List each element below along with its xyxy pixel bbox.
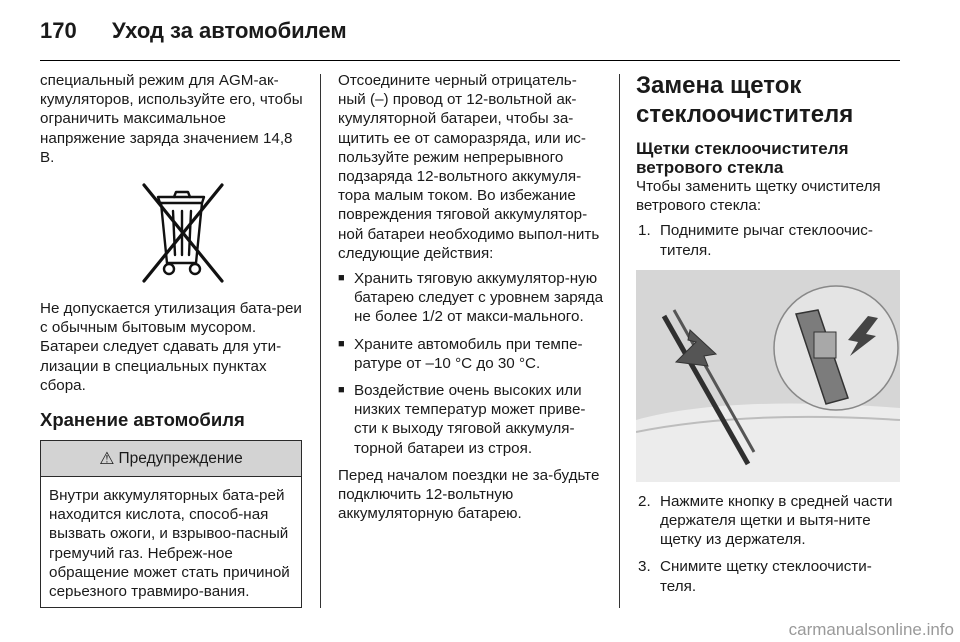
list-item: ■ Храните автомобиль при темпе-ратуре от –10 °C до 30 °C.	[338, 335, 604, 373]
page-title: Уход за автомобилем	[112, 18, 347, 43]
section-heading-wiper: Замена щеток стеклоочистителя	[636, 72, 854, 128]
list-item	[636, 492, 902, 550]
storage-bullet-list	[338, 269, 604, 458]
disconnect-paragraph: Отсоедините черный отрицатель-ный (–) провод от 12-вольтной ак-кумуляторной батареи, чтобы за-щитить ее от саморазряда, или ис-пользуйте режим непрерывного подзаряда 12-вольтного аккумуля-тора малым током. Во избежание повреждения тяговой аккумулятор-ной батареи необходимо выпол-нить следующие действия:	[338, 72, 600, 262]
column-3	[636, 71, 902, 604]
wiper-arm-photo	[636, 270, 900, 482]
subheading-windshield-wipers: Щетки стеклоочистителя ветрового стекла	[636, 139, 849, 177]
watermark: carmanualsonline.info	[788, 620, 954, 639]
list-item	[636, 221, 902, 259]
crossed-out-wheeled-bin-icon	[118, 177, 248, 285]
wiper-intro: Чтобы заменить щетку очистителя ветрового стекла:	[636, 178, 881, 215]
warning-text: Внутри аккумуляторных бата-рей находится кислота, способ-ная вызвать ожоги, и взрывоо-пасный гремучий газ. Небреж-ное обращение может стать причиной серьезного травмиро-вания.	[49, 487, 290, 601]
header-rule	[40, 60, 900, 61]
warning-header	[41, 441, 301, 477]
list-item: ■ Хранить тяговую аккумулятор-ную батарею следует с уровнем заряда не более 1/2 от макси-мального.	[338, 269, 604, 327]
section-heading-storage: Хранение автомобиля	[40, 409, 245, 431]
warning-box	[40, 440, 302, 608]
wiper-steps-continued	[636, 492, 902, 596]
wiper-steps	[636, 221, 902, 259]
list-item: ■ Воздействие очень высоких или низких температур может приве-сти к выходу тяговой аккумуля-торной батареи из строя.	[338, 381, 604, 458]
page-number: 170	[40, 18, 77, 43]
step-number: 3.	[638, 558, 651, 576]
column-divider-1	[320, 74, 321, 608]
column-divider-2	[619, 74, 620, 608]
reconnect-paragraph: Перед началом поездки не за-будьте подключить 12-вольтную аккумуляторную батарею.	[338, 466, 600, 523]
step-number: 1.	[638, 222, 651, 240]
warning-triangle-icon: ⚠	[99, 448, 115, 468]
disposal-paragraph: Не допускается утилизация бата-реи с обычным бытовым мусором. Батареи следует сдавать для ути-лизации в специальных пунктах сбора.	[40, 300, 302, 394]
list-item	[636, 557, 902, 595]
column-2	[338, 71, 604, 523]
step-text: Нажмите кнопку в средней части держателя щетки и вытя-ните щетку из держателя.	[660, 492, 893, 549]
agm-paragraph: специальный режим для AGM-ак-кумуляторов, используйте его, чтобы ограничить максимальное напряжение заряда значением 14,8 В.	[40, 72, 303, 166]
step-text: Поднимите рычаг стеклоочис-тителя.	[660, 222, 873, 259]
page-header	[40, 14, 347, 48]
column-1	[40, 71, 304, 608]
step-number: 2.	[638, 492, 651, 510]
warning-title: Предупреждение	[118, 449, 243, 467]
step-text: Снимите щетку стеклоочисти-теля.	[660, 558, 872, 595]
